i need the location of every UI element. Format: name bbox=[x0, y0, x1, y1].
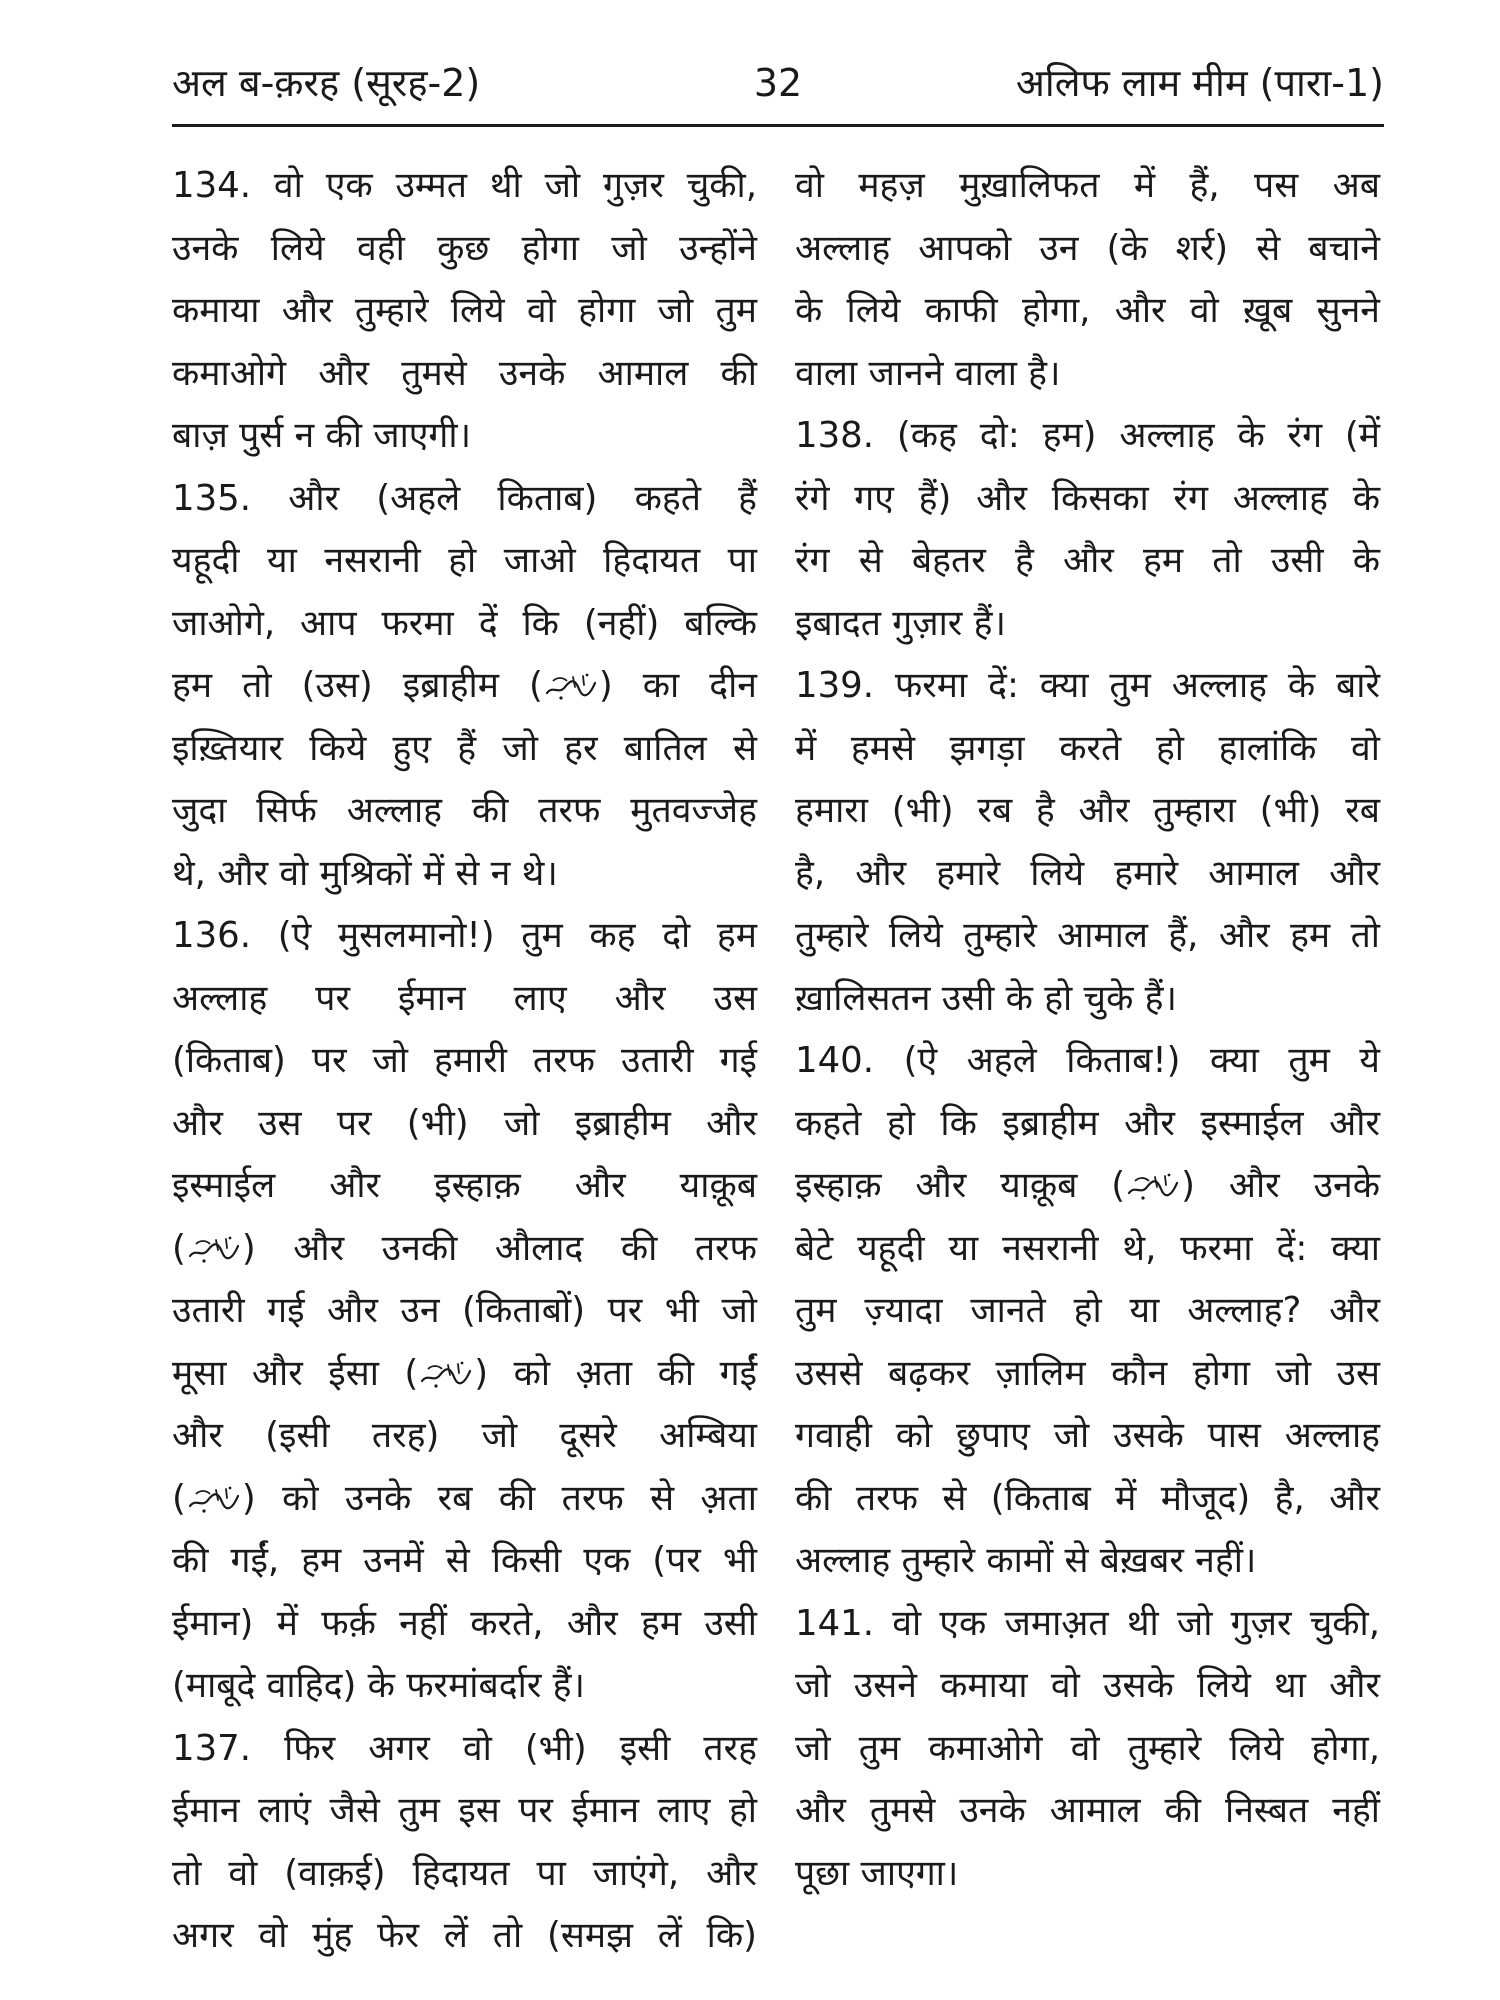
text-line: अल्लाह तुम्हारे कामों से बेख़बर नहीं। bbox=[795, 1540, 1257, 1581]
text-line: इबादत गुज़ार हैं। bbox=[795, 602, 1006, 644]
text-line: बेटे यहूदी या नसरानी थे, फरमा दें: क्या bbox=[795, 1227, 1380, 1269]
text-line: की तरफ से (किताब में मौजूद) है, और bbox=[795, 1477, 1380, 1519]
text-line: 141. वो एक जमाअ़त थी जो गुज़र चुकी, bbox=[795, 1602, 1380, 1644]
text-line: उतारी गई और उन (किताबों) पर भी जो bbox=[172, 1290, 757, 1331]
text-line: 137. फिर अगर वो (भी) इसी तरह bbox=[172, 1727, 757, 1769]
text-line bbox=[172, 1343, 757, 1406]
text-line: जाओगे, आप फरमा दें कि (नहीं) बल्कि bbox=[172, 602, 757, 644]
text-line: वो महज़ मुख़ालिफत में हैं, पस अब bbox=[795, 165, 1380, 206]
text-line: तो वो (वाक़ई) हिदायत पा जाएंगे, और bbox=[172, 1852, 757, 1894]
text-line: 136. (ऐ मुसलमानो!) तुम कह दो हम bbox=[172, 915, 757, 956]
text-line: और उस पर (भी) जो इब्राहीम और bbox=[172, 1102, 757, 1144]
text-line: (माबूदे वाहिद) के फरमांबर्दार हैं। bbox=[172, 1665, 585, 1706]
text-line: रंग से बेहतर है और हम तो उसी के bbox=[795, 540, 1380, 581]
text-line: वाला जानने वाला है। bbox=[795, 352, 1061, 394]
alaihissalam-calligraphy-icon bbox=[543, 671, 599, 701]
para-title: अलिफ लाम मीम (पारा-1) bbox=[1015, 61, 1384, 105]
text-line: हमारा (भी) रब है और तुम्हारा (भी) रब bbox=[795, 790, 1380, 831]
text-line: तुम ज़्यादा जानते हो या अल्लाह? और bbox=[795, 1290, 1380, 1331]
header-divider bbox=[172, 124, 1384, 127]
text-line: इख़्तियार किये हुए हैं जो हर बातिल से bbox=[172, 727, 757, 769]
text-line: जो तुम कमाओगे वो तुम्हारे लिये होगा, bbox=[795, 1727, 1380, 1769]
text-line: 138. (कह दो: हम) अल्लाह के रंग (में bbox=[795, 415, 1380, 456]
text-segment: ) और उनकी औलाद की तरफ bbox=[241, 1227, 757, 1269]
text-segment: ) को अ़ता की गईं bbox=[474, 1352, 757, 1394]
text-segment: ( bbox=[172, 1227, 186, 1269]
text-line: पूछा जाएगा। bbox=[795, 1852, 959, 1894]
text-line: रंगे गए हैं) और किसका रंग अल्लाह के bbox=[795, 477, 1380, 519]
text-line: है, और हमारे लिये हमारे आमाल और bbox=[795, 852, 1380, 894]
text-line: ईमान लाएं जैसे तुम इस पर ईमान लाए हो bbox=[172, 1790, 757, 1831]
text-line: जो उसने कमाया वो उसके लिये था और bbox=[795, 1665, 1380, 1706]
alaihissalam-calligraphy-icon bbox=[1125, 1171, 1181, 1201]
text-line: जुदा सिर्फ अल्लाह की तरफ मुतवज्जेह bbox=[172, 790, 757, 831]
text-line: तुम्हारे लिये तुम्हारे आमाल हैं, और हम तो bbox=[795, 915, 1380, 956]
alaihissalam-calligraphy-icon bbox=[186, 1234, 242, 1264]
page-header bbox=[172, 48, 1384, 118]
text-line: गवाही को छुपाए जो उसके पास अल्लाह bbox=[795, 1415, 1380, 1456]
text-line: उससे बढ़कर ज़ालिम कौन होगा जो उस bbox=[795, 1352, 1380, 1394]
text-line: उनके लिये वही कुछ होगा जो उन्होंने bbox=[172, 227, 757, 269]
text-segment: ( bbox=[172, 1477, 186, 1519]
text-line: अल्लाह आपको उन (के शर्र) से बचाने bbox=[795, 227, 1380, 269]
text-line: और तुमसे उनके आमाल की निस्बत नहीं bbox=[795, 1790, 1380, 1831]
text-line: कमाओगे और तुमसे उनके आमाल की bbox=[172, 352, 757, 394]
text-line: बाज़ पुर्स न की जाएगी। bbox=[172, 415, 472, 456]
text-segment: ) का दीन bbox=[598, 665, 757, 706]
text-line bbox=[795, 1155, 1380, 1218]
page-number: 32 bbox=[753, 61, 803, 105]
text-line: में हमसे झगड़ा करते हो हालांकि वो bbox=[795, 727, 1380, 769]
text-line: 135. और (अहले किताब) कहते हैं bbox=[172, 477, 757, 519]
text-line: ईमान) में फर्क़ नहीं करते, और हम उसी bbox=[172, 1602, 757, 1644]
text-line: यहूदी या नसरानी हो जाओ हिदायत पा bbox=[172, 540, 757, 581]
text-line: 139. फरमा दें: क्या तुम अल्लाह के बारे bbox=[795, 665, 1380, 706]
surah-title: अल ब-क़रह (सूरह-2) bbox=[172, 61, 481, 105]
text-segment: ) और उनके bbox=[1181, 1165, 1380, 1206]
text-line: (किताब) पर जो हमारी तरफ उतारी गई bbox=[172, 1040, 757, 1081]
text-line: अगर वो मुंह फेर लें तो (समझ लें कि) bbox=[172, 1915, 757, 1956]
text-line: ख़ालिसतन उसी के हो चुके हैं। bbox=[795, 977, 1177, 1019]
text-line: के लिये काफी होगा, और वो ख़ूब सुनने bbox=[795, 290, 1380, 331]
alaihissalam-calligraphy-icon bbox=[186, 1484, 242, 1514]
left-column bbox=[172, 155, 757, 1968]
text-line: कहते हो कि इब्राहीम और इस्माईल और bbox=[795, 1102, 1380, 1144]
text-line bbox=[172, 1468, 757, 1531]
text-line: इस्माईल और इस्हाक़ और याक़ूब bbox=[172, 1165, 757, 1206]
text-line: 134. वो एक उम्मत थी जो गुज़र चुकी, bbox=[172, 165, 757, 206]
text-line: अल्लाह पर ईमान लाए और उस bbox=[172, 977, 757, 1019]
text-line: की गईं, हम उनमें से किसी एक (पर भी bbox=[172, 1540, 757, 1581]
text-line bbox=[172, 655, 757, 718]
alaihissalam-calligraphy-icon bbox=[418, 1359, 474, 1389]
right-column bbox=[795, 155, 1380, 1905]
text-line: और (इसी तरह) जो दूसरे अम्बिया bbox=[172, 1415, 757, 1456]
text-segment: मूसा और ईसा ( bbox=[172, 1352, 419, 1394]
text-line: कमाया और तुम्हारे लिये वो होगा जो तुम bbox=[172, 290, 757, 331]
text-line: थे, और वो मुश्रिकों में से न थे। bbox=[172, 852, 558, 894]
text-segment: ) को उनके रब की तरफ से अ़ता bbox=[241, 1477, 757, 1519]
text-segment: इस्हाक़ और याक़ूब ( bbox=[795, 1165, 1126, 1206]
text-segment: हम तो (उस) इब्राहीम ( bbox=[172, 665, 543, 706]
text-line: 140. (ऐ अहले किताब!) क्या तुम ये bbox=[795, 1040, 1380, 1081]
text-line bbox=[172, 1218, 757, 1281]
